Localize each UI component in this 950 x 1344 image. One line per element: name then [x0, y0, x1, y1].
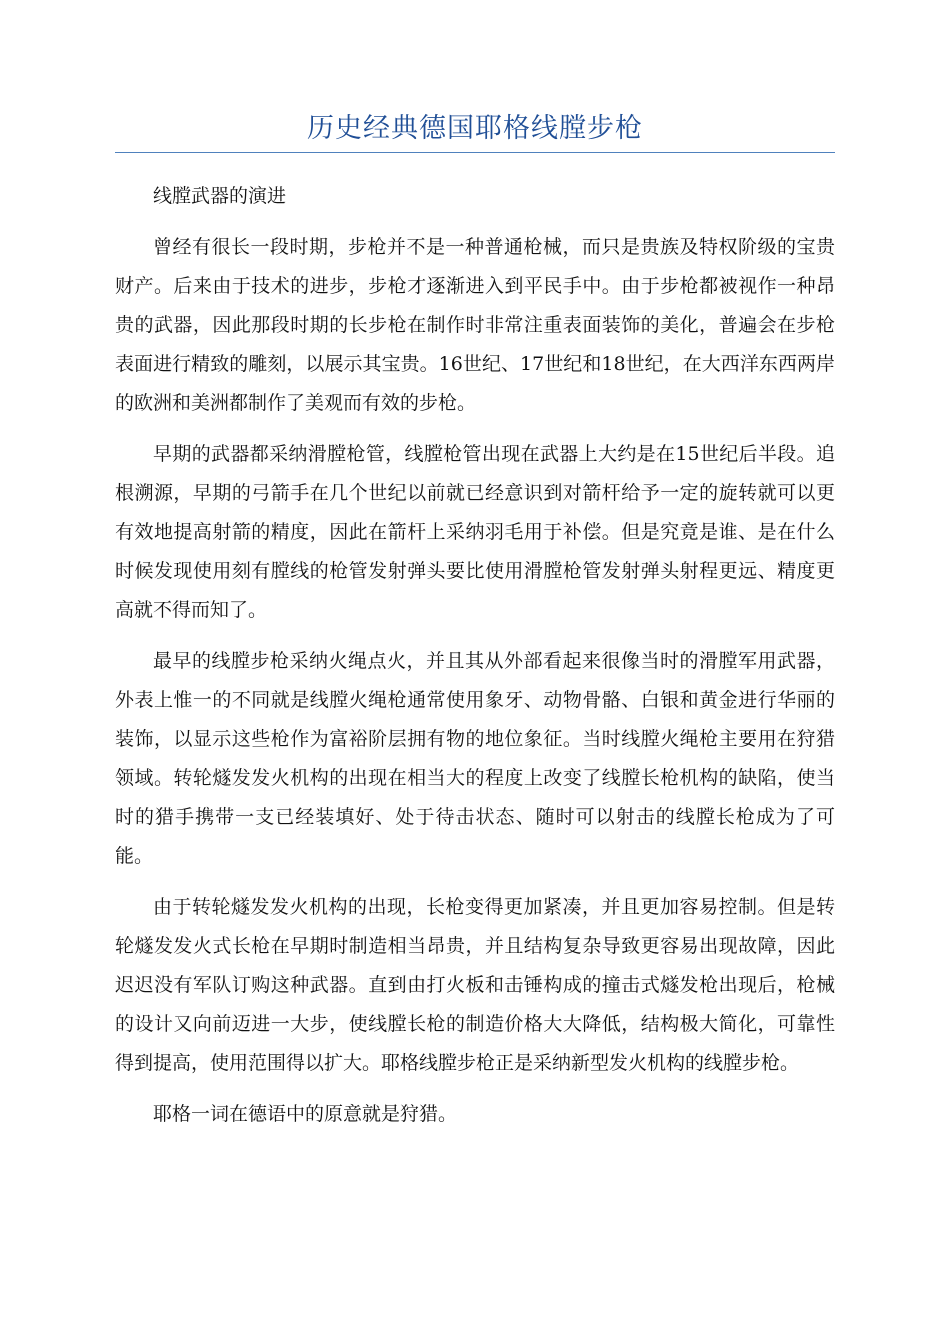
title-block	[115, 112, 835, 153]
section-heading: 线膛武器的演进	[153, 185, 287, 207]
document-body	[115, 177, 835, 1146]
paragraph: 早期的武器都采纳滑膛枪管，线膛枪管出现在武器上大约是在15世纪后半段。追根溯源，早期的弓箭手在几个世纪以前就已经意识到对箭杆给予一定的旋转就可以更有效地提高射箭的精度，因此在箭杆上采纳羽毛用于补偿。但是究竟是谁、是在什么时候发现使用刻有膛线的枪管发射弹头要比使用滑膛枪管发射弹头射程更远、精度更高就不得而知了。	[115, 443, 835, 621]
paragraph: 耶格一词在德语中的原意就是狩猎。	[153, 1103, 458, 1125]
paragraph: 由于转轮燧发发火机构的出现，长枪变得更加紧凑，并且更加容易控制。但是转轮燧发发火式长枪在早期时制造相当昂贵，并且结构复杂导致更容易出现故障，因此迟迟没有军队订购这种武器。直到由打火板和击锤构成的撞击式燧发枪出现后，枪械的设计又向前迈进一大步，使线膛长枪的制造价格大大降低，结构极大简化，可靠性得到提高，使用范围得以扩大。耶格线膛步枪正是采纳新型发火机构的线膛步枪。	[115, 896, 835, 1074]
paragraph: 曾经有很长一段时期，步枪并不是一种普通枪械，而只是贵族及特权阶级的宝贵财产。后来由于技术的进步，步枪才逐渐进入到平民手中。由于步枪都被视作一种昂贵的武器，因此那段时期的长步枪在制作时非常注重表面装饰的美化，普遍会在步枪表面进行精致的雕刻，以展示其宝贵。16世纪、17世纪和18世纪，在大西洋东西两岸的欧洲和美洲都制作了美观而有效的步枪。	[115, 236, 835, 414]
paragraph: 最早的线膛步枪采纳火绳点火，并且其从外部看起来很像当时的滑膛军用武器，外表上惟一的不同就是线膛火绳枪通常使用象牙、动物骨骼、白银和黄金进行华丽的装饰，以显示这些枪作为富裕阶层拥有物的地位象征。当时线膛火绳枪主要用在狩猎领域。转轮燧发发火机构的出现在相当大的程度上改变了线膛长枪机构的缺陷，使当时的猎手携带一支已经装填好、处于待击状态、随时可以射击的线膛长枪成为了可能。	[115, 650, 835, 867]
page-title: 历史经典德国耶格线膛步枪	[307, 113, 643, 144]
